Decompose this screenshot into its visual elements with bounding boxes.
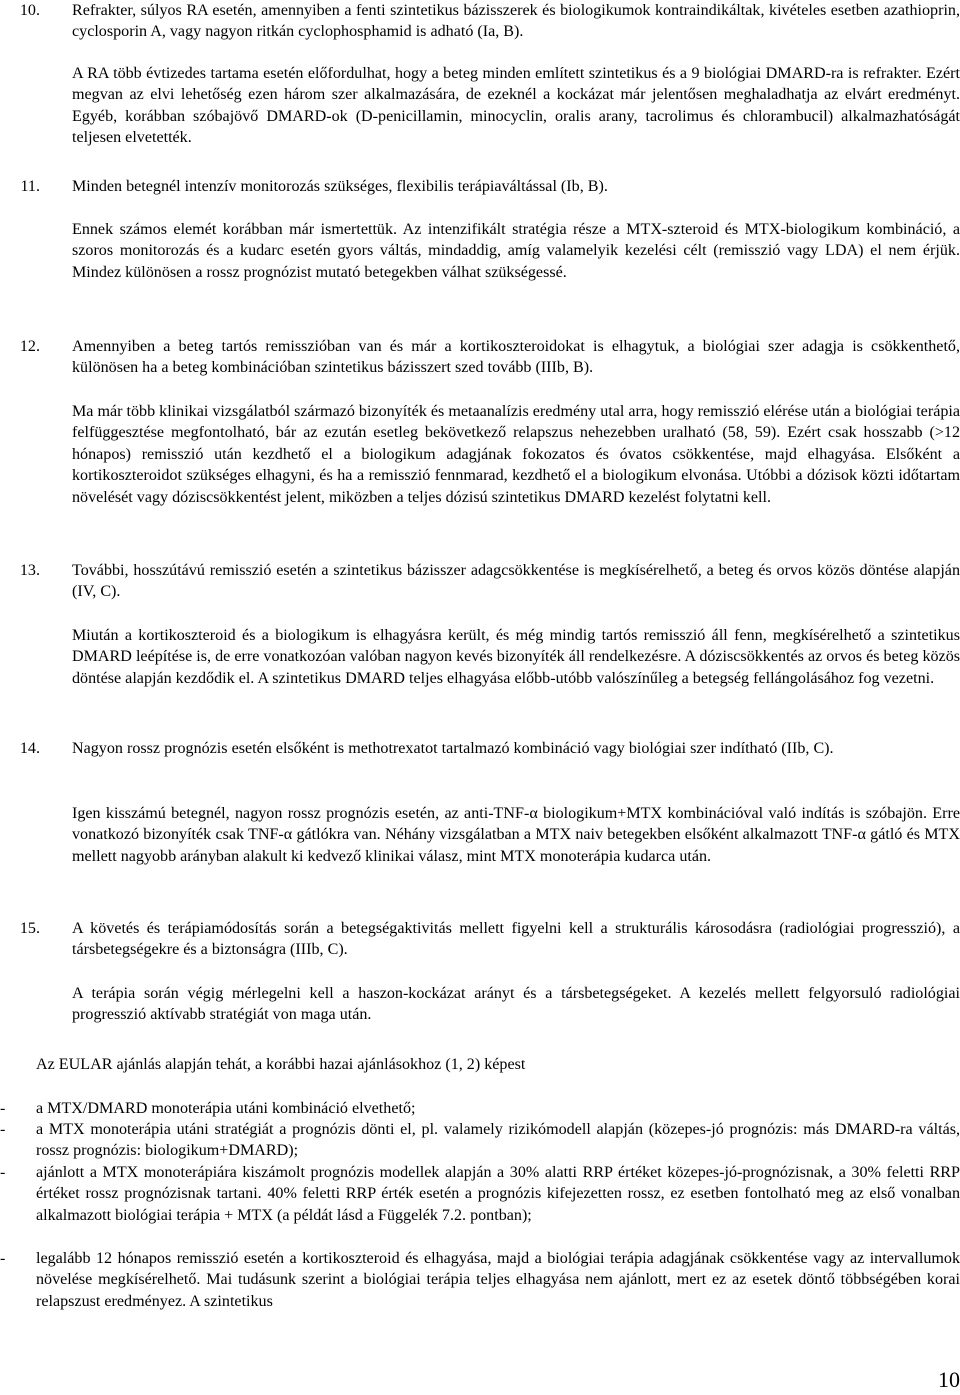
bullet-text: a MTX/DMARD monoterápia utáni kombináció elvethető; (36, 1100, 416, 1117)
page-number: 10 (938, 1367, 960, 1392)
paragraph: A követés és terápiamódosítás során a betegségaktivitás mellett figyelni kell a strukturális károsodásra (radiológiai progresszió), a társbetegségekre és a biztonságra (IIIb, C). (72, 920, 960, 959)
paragraph: Minden betegnél intenzív monitorozás szükséges, flexibilis terápiaváltással (Ib, B). (72, 178, 608, 195)
item-number: 10. (19, 2, 40, 19)
paragraph: A terápia során végig mérlegelni kell a haszon-kockázat arányt és a társbetegségeket. A kezelés mellett felgyorsuló radiológiai progresszió aktívabb stratégiát von maga után. (72, 985, 960, 1024)
paragraph: Nagyon rossz prognózis esetén elsőként is methotrexatot tartalmazó kombináció vagy biológiai szer indítható (IIb, C). (72, 740, 834, 757)
bullet-text: ajánlott a MTX monoterápiára kiszámolt prognózis modellek alapján a 30% alatti RRP értéket közepes-jó-prognózisnak, a 30% feletti RRP értéket rossz prognózisnak tartani. 40% feletti RRP érték esetén a prognózis kifejezetten rossz, ez esetben fontolható meg az első vonalban alkalmazott biológiai terápia + MTX (a példát lásd a Függelék 7.2. pontban); (36, 1164, 960, 1224)
item-number: 13. (19, 562, 40, 579)
item-number: 15. (19, 920, 40, 937)
paragraph: Amennyiben a beteg tartós remisszióban van és már a kortikoszteroidokat is elhagytuk, a biológiai szer adagja is csökkenthető, különösen ha a beteg kombinációban szintetikus bázisszert szed tovább (IIIb, B). (72, 338, 960, 377)
paragraph: A RA több évtizedes tartama esetén előfordulhat, hogy a beteg minden említett szintetikus és a 9 biológiai DMARD-ra is refrakter. Ezért megvan az elvi lehetőség ezen három szer alkalmazására, de ezeknél a kockázat már jelentősen meghaladhatja az elvárt eredményt. Egyéb, korábban szóbajövő DMARD-ok (D-penicillamin, minocyclin, oralis arany, tacrolimus és chlorambucil) alkalmazhatóságát teljesen elvetették. (72, 65, 960, 147)
bullet-text: a MTX monoterápia utáni stratégiát a prognózis dönti el, pl. valamely rizikómodell alapján (közepes-jó prognózis: más DMARD-ra váltás, rossz prognózis: biologikum+DMARD); (36, 1121, 960, 1160)
paragraph: Refrakter, súlyos RA esetén, amennyiben a fenti szintetikus bázisszerek és biologikumok kontraindikáltak, kivételes esetben azathioprin, cyclosporin A, vagy nagyon ritkán cyclophosphamid is adható (Ia, B). (72, 2, 960, 41)
item-number: 11. (20, 178, 40, 195)
paragraph: Igen kisszámú betegnél, nagyon rossz prognózis esetén, az anti-TNF-α biologikum+MTX kombinációval való indítás is szóbajön. Erre vonatkozó bizonyíték csak TNF-α gátlókra van. Néhány vizsgálatban a MTX naiv betegekben elsőként alkalmazott TNF-α gátló és MTX mellett nagyobb arányban alakult ki kedvező klinikai válasz, mint MTX monoterápia kudarca után. (72, 805, 960, 865)
paragraph: További, hosszútávú remisszió esetén a szintetikus bázisszer adagcsökkentése is megkísérelhető, a beteg és orvos közös döntése alapján (IV, C). (72, 562, 960, 601)
bullet-dash: - (0, 1100, 6, 1117)
bullet-dash: - (0, 1164, 6, 1181)
paragraph: Ma már több klinikai vizsgálatból származó bizonyíték és metaanalízis eredmény utal arra, hogy remisszió elérése után a biológiai terápia felfüggesztése megfontolható, bár az ezután esetleg bekövetkező relapszus nehezebben uralható (58, 59). Ezért csak hosszabb (>12 hónapos) remisszió után kezdhető el a biologikum adagjának fokozatos és óvatos csökkentése, majd elhagyása. Elsőként a kortikoszteroidot szükséges elhagyni, és ha a remisszió fennmarad, kezdhető el a biologikum elvonása. Utóbbi a dózisok közti időtartam növelését vagy dóziscsökkentést jelent, miközben a teljes dózisú szintetikus DMARD kezelést folytatni kell. (72, 403, 960, 506)
item-number: 12. (19, 338, 40, 355)
paragraph: Miután a kortikoszteroid és a biologikum is elhagyásra került, és még mindig tartós remisszió áll fenn, megkísérelhető a szintetikus DMARD leépítése is, de erre vonatkozóan valóban nagyon kevés bizonyíték áll rendelkezésre. A dóziscsökkentés az orvos és beteg közös döntése alapján kezdődik el. A szintetikus DMARD teljes elhagyása előbb-utóbb valószínűleg a betegség fellángolásához fog vezetni. (72, 627, 960, 687)
bullet-dash: - (0, 1250, 6, 1267)
summary-intro: Az EULAR ajánlás alapján tehát, a korábbi hazai ajánlásokhoz (1, 2) képest (36, 1056, 526, 1073)
bullet-dash: - (0, 1121, 6, 1138)
item-number: 14. (19, 740, 40, 757)
bullet-text: legalább 12 hónapos remisszió esetén a kortikoszteroid és elhagyása, majd a biológiai terápia adagjának csökkentése vagy az intervallumok növelése megkísérelhető. Mai tudásunk szerint a biológiai terápia teljes elhagyása nem ajánlott, mert ez az esetek döntő többségében korai relapszust eredményez. A szintetikus (36, 1250, 960, 1310)
paragraph: Ennek számos elemét korábban már ismertettük. Az intenzifikált stratégia része a MTX-szteroid és MTX-biologikum kombináció, a szoros monitorozás és a kudarc esetén gyors váltás, mindaddig, amíg valamelyik kezelési célt (remisszió vagy LDA) el nem érjük. Mindez különösen a rossz prognózist mutató betegekben válhat szükségessé. (72, 221, 960, 281)
